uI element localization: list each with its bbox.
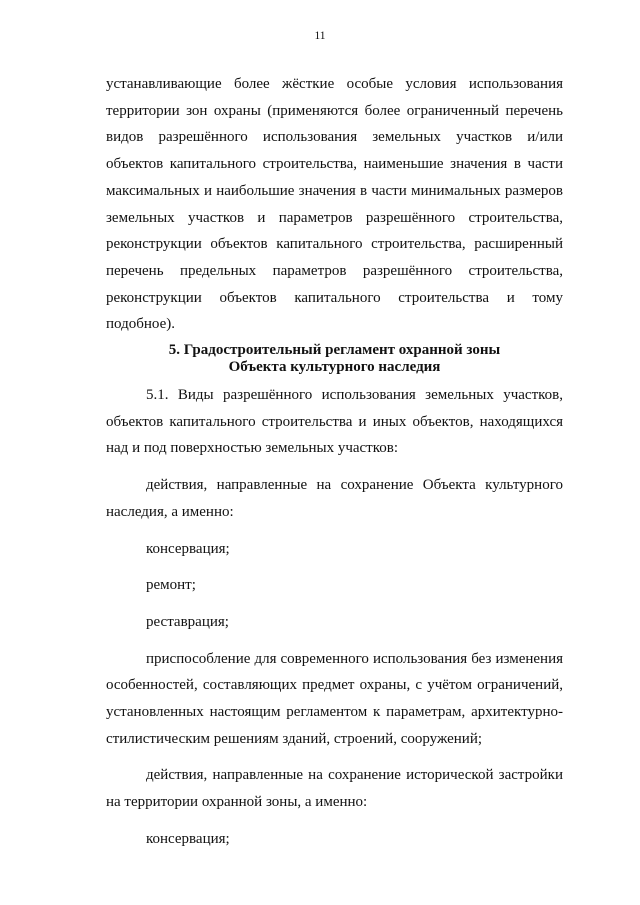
list-item-repair: ремонт; [146, 577, 196, 594]
list-item-conservation-2: консервация; [146, 830, 230, 847]
paragraph-5-1: 5.1. Виды разрешённого использования земельных участков, объектов капитального строительства и иных объектов, находящихся над и под поверхностью земельных участков: [106, 387, 563, 457]
paragraph-intro: устанавливающие более жёсткие особые условия использования территории зон охраны (применяются более ограниченный перечень видов разрешённого использования земельных участков и/или объектов капитального строительства, наименьшие значения в части максимальных и наибольшие значения в части минимальных размеров земельных участков и параметров разрешённого строительства, реконструкции объектов капитального строительства, расширенный перечень предельных параметров разрешённого строительства, реконструкции объектов капитального строительства и тому подобное). [106, 76, 563, 333]
list-item-conservation: консервация; [146, 540, 230, 557]
paragraph-adaptation: приспособление для современного использования без изменения особенностей, составляющих предмет охраны, с учётом ограничений, установленных настоящим регламентом к параметрам, архитектурно-стилистическим решениям зданий, строений, сооружений; [106, 650, 563, 747]
page-number: 11 [314, 30, 326, 42]
section-heading [106, 342, 563, 376]
paragraph-actions-historic-buildings: действия, направленные на сохранение исторической застройки на территории охранной зоны, а именно: [106, 767, 563, 811]
section-heading-line-1: 5. Градостроительный регламент охранной зоны [168, 342, 501, 359]
document-body [106, 71, 563, 853]
list-item-restoration: реставрация; [146, 613, 229, 630]
paragraph-actions-heritage: действия, направленные на сохранение Объекта культурного наследия, а именно: [106, 477, 563, 520]
section-heading-line-2: Объекта культурного наследия [228, 359, 441, 376]
